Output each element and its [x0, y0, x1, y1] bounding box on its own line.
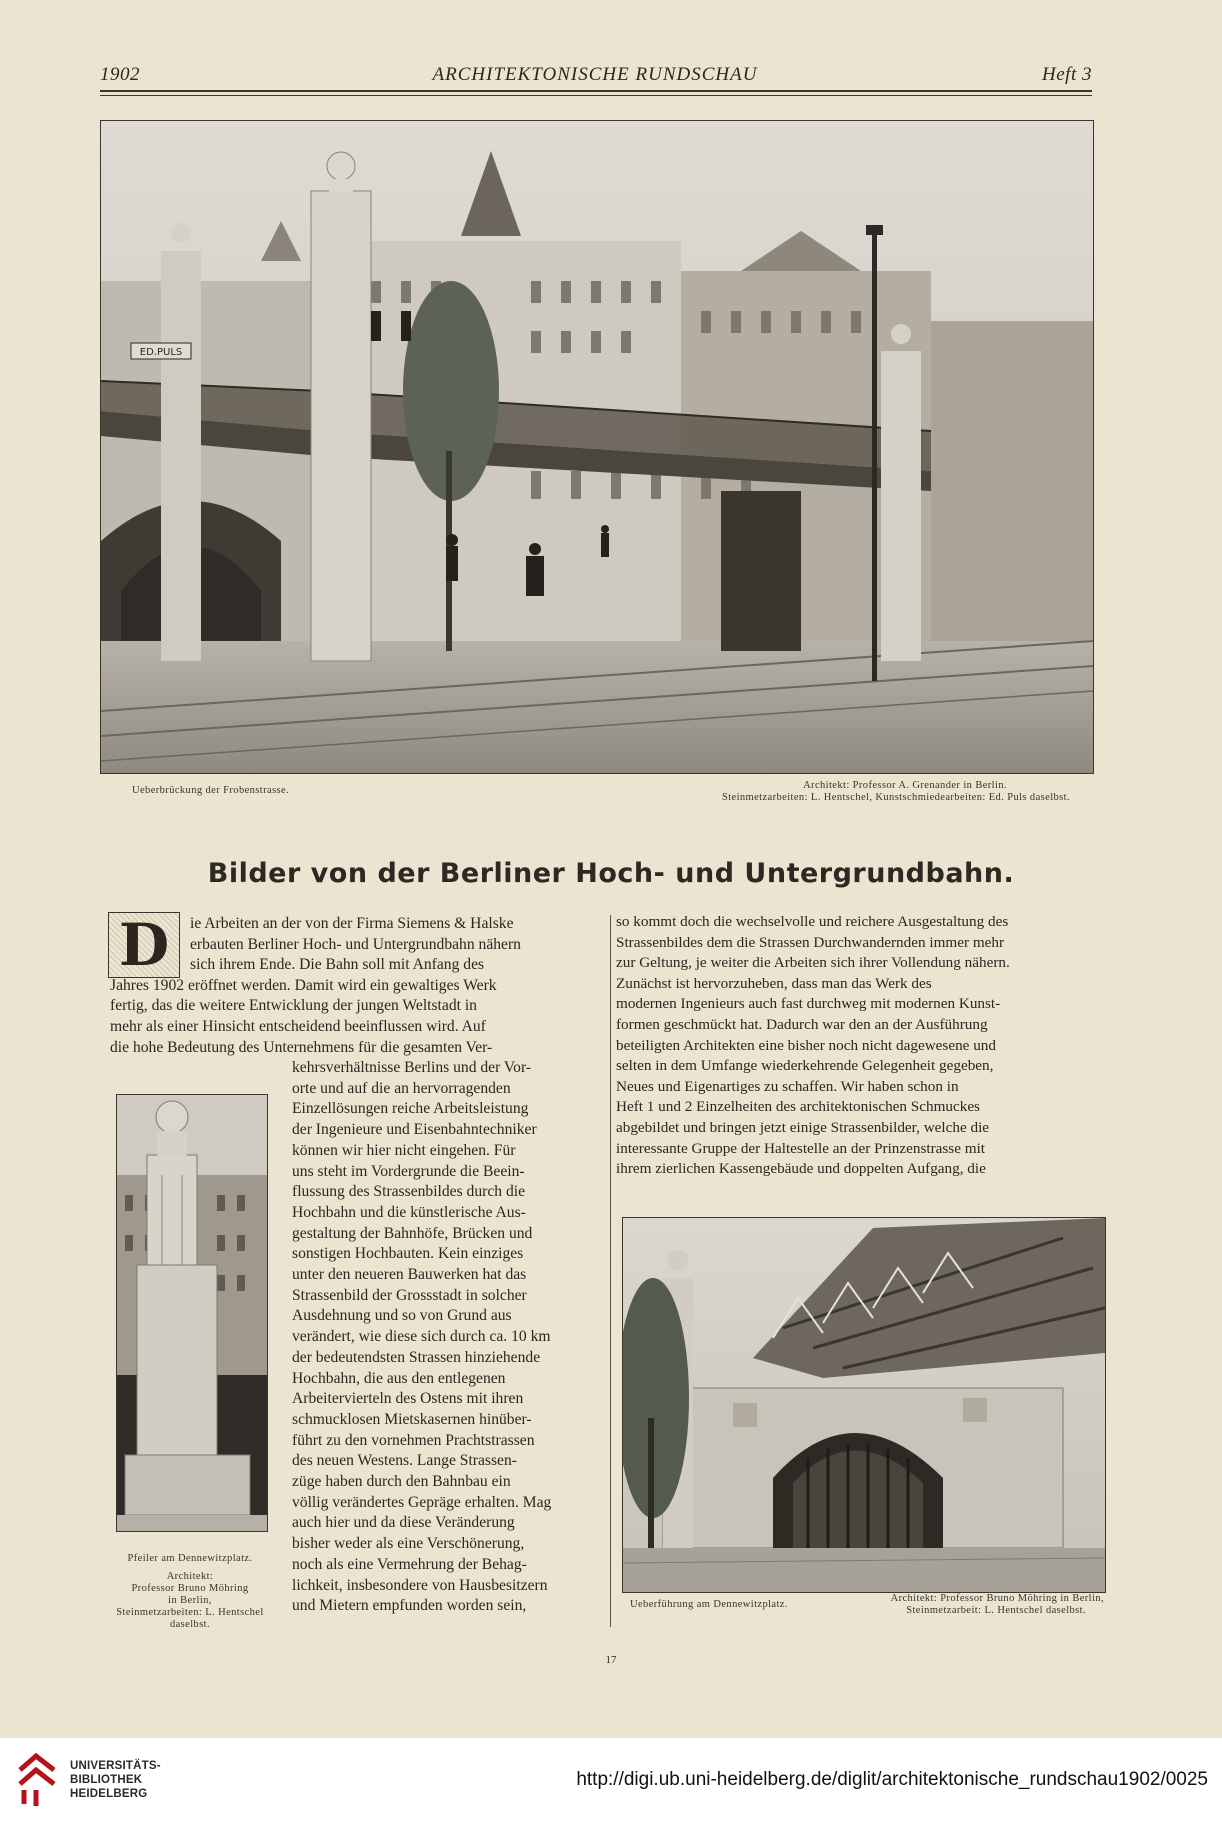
caption-frobenstrasse: Ueberbrückung der Frobenstrasse. — [132, 785, 290, 796]
text-line: bisher weder als eine Verschönerung, — [292, 1535, 525, 1553]
column-divider — [610, 915, 611, 1627]
library-name-line-3: HEIDELBERG — [70, 1788, 148, 1800]
caption-line: Steinmetzarbeiten: L. Hentschel — [116, 1607, 264, 1618]
library-name-line-2: BIBLIOTHEK — [70, 1774, 143, 1786]
header-issue: Heft 3 — [1042, 64, 1092, 85]
text-line: Einzellösungen reiche Arbeitsleistung — [292, 1100, 529, 1118]
text-line: Strassenbild der Grossstadt in solcher — [292, 1286, 527, 1304]
library-name — [70, 1759, 161, 1801]
sign-text: ED.PULS — [139, 347, 183, 358]
text-line: führt zu den vornehmen Prachtstrassen — [292, 1431, 535, 1449]
text-line: züge haben durch den Bahnbau ein — [292, 1473, 511, 1490]
header-year: 1902 — [100, 64, 140, 85]
text-line: Neues und Eigenartiges zu schaffen. Wir haben schon in — [616, 1077, 959, 1095]
library-name-line-1: UNIVERSITÄTS- — [70, 1760, 161, 1772]
caption-architect-moehring: Architekt: Professor Bruno Möhring in Berlin, — [890, 1593, 1104, 1604]
caption-line: Architekt: — [166, 1571, 214, 1582]
text-line: Arbeitervierteln des Ostens mit ihren — [292, 1390, 524, 1408]
text-line: uns steht im Vordergrunde die Beein- — [292, 1162, 525, 1180]
photo-frobenstrasse-bridge — [100, 120, 1094, 774]
text-line: zur Geltung, je weiter die Arbeiten sich ihrer Vollendung nähern. — [616, 954, 1010, 972]
text-line: Heft 1 und 2 Einzelheiten des architektonischen Schmuckes — [616, 1098, 980, 1116]
digital-library-footer — [0, 1738, 1222, 1824]
text-line: gestaltung der Bahnhöfe, Brücken und — [292, 1224, 533, 1242]
text-line: modernen Ingenieurs auch fast durchweg mit modernen Kunst- — [616, 995, 1001, 1013]
header-rule — [100, 90, 1092, 92]
text-line: selten in dem Umfange wiederkehrende Gelegenheit gegeben, — [616, 1057, 994, 1075]
text-line: Ausdehnung und so von Grund aus — [292, 1307, 512, 1325]
text-line: unter den neueren Bauwerken hat das — [292, 1266, 527, 1283]
university-library-logo-icon[interactable] — [14, 1750, 60, 1810]
text-line: kehrsverhältnisse Berlins und der Vor- — [292, 1059, 532, 1076]
text-line: des neuen Westens. Lange Strassen- — [292, 1452, 517, 1470]
text-line: der Ingenieure und Eisenbahntechniker — [292, 1121, 537, 1139]
text-line: beteiligten Architekten eine bisher noch nicht dagewesene und — [616, 1036, 996, 1054]
text-line: abgebildet und bringen jetzt einige Strassenbilder, welche die — [616, 1119, 990, 1136]
caption-line: Professor Bruno Möhring — [131, 1583, 249, 1594]
text-line: und Mietern empfunden worden sein, — [292, 1597, 527, 1615]
text-line: der bedeutendsten Strassen hinziehende — [292, 1348, 541, 1366]
article-title: Bilder von der Berliner Hoch- und Untergrundbahn. — [207, 858, 1015, 889]
text-line: ie Arbeiten an der von der Firma Siemens & Halske — [190, 915, 514, 932]
caption-craftsmen: Steinmetzarbeiten: L. Hentschel, Kunstschmiedearbeiten: Ed. Puls daselbst. — [721, 792, 1070, 803]
text-line: die hohe Bedeutung des Unternehmens für die gesamten Ver- — [110, 1038, 493, 1056]
header-rule-thin — [100, 95, 1092, 96]
page-number: 17 — [605, 1654, 617, 1666]
text-line: flussung des Strassenbildes durch die — [292, 1183, 526, 1201]
text-line: formen geschmückt hat. Dadurch war den an der Ausführung — [616, 1016, 988, 1033]
text-line: lichkeit, insbesondere von Hausbesitzern — [292, 1576, 548, 1594]
text-line: auch hier und da diese Veränderung — [292, 1514, 515, 1532]
photo-dennewitzplatz-overpass — [622, 1217, 1106, 1593]
text-line: können wir hier nicht eingehen. Für — [292, 1141, 516, 1159]
text-line: sonstigen Hochbauten. Kein einziges — [292, 1245, 524, 1263]
text-line: Hochbahn und die künstlerische Aus- — [292, 1203, 526, 1221]
photo-dennewitzplatz-pylon — [116, 1094, 268, 1532]
text-line: Strassenbildes dem die Strassen Durchwandernden immer mehr — [616, 933, 1005, 951]
text-line: Hochbahn, die aus den entlegenen — [292, 1369, 506, 1387]
caption-line: Pfeiler am Dennewitzplatz. — [127, 1553, 253, 1564]
drop-cap: D — [108, 912, 180, 978]
text-line: erbauten Berliner Hoch- und Untergrundbahn nähern — [190, 935, 521, 953]
caption-line: in Berlin, — [168, 1595, 212, 1606]
caption-stonework-hentschel: Steinmetzarbeit: L. Hentschel daselbst. — [906, 1605, 1086, 1616]
caption-overpass: Ueberführung am Dennewitzplatz. — [630, 1599, 788, 1610]
permalink-url[interactable]: http://digi.ub.uni-heidelberg.de/diglit/architektonische_rundschau1902/0025 — [576, 1769, 1208, 1790]
text-line: so kommt doch die wechselvolle und reichere Ausgestaltung des — [616, 913, 1009, 930]
caption-line: daselbst. — [169, 1619, 211, 1630]
text-line: mehr als einer Hinsicht entscheidend beeinflussen wird. Auf — [110, 1018, 486, 1035]
text-line: Jahres 1902 eröffnet werden. Damit wird ein gewaltiges Werk — [110, 976, 497, 994]
text-line: ihrem zierlichen Kassengebäude und doppelten Aufgang, die — [616, 1160, 986, 1178]
text-line: interessante Gruppe der Haltestelle an der Prinzenstrasse mit — [616, 1139, 986, 1157]
text-line: Zunächst ist hervorzuheben, dass man das Werk des — [616, 974, 932, 992]
caption-architect-grenander: Architekt: Professor A. Grenander in Berlin. — [803, 780, 1007, 791]
text-line: sich ihrem Ende. Die Bahn soll mit Anfang des — [190, 956, 485, 974]
text-line: noch als eine Vermehrung der Behag- — [292, 1555, 527, 1573]
header-journal-title: ARCHITEKTONISCHE RUNDSCHAU — [432, 64, 758, 85]
text-line: fertig, das die weitere Entwicklung der jungen Weltstadt in — [110, 997, 477, 1015]
text-line: verändert, wie diese sich durch ca. 10 km — [292, 1328, 551, 1346]
text-line: völlig verändertes Gepräge erhalten. Mag — [292, 1493, 552, 1511]
text-line: orte und auf die an hervorragenden — [292, 1079, 511, 1097]
text-line: schmucklosen Mietskasernen hinüber- — [292, 1410, 532, 1428]
